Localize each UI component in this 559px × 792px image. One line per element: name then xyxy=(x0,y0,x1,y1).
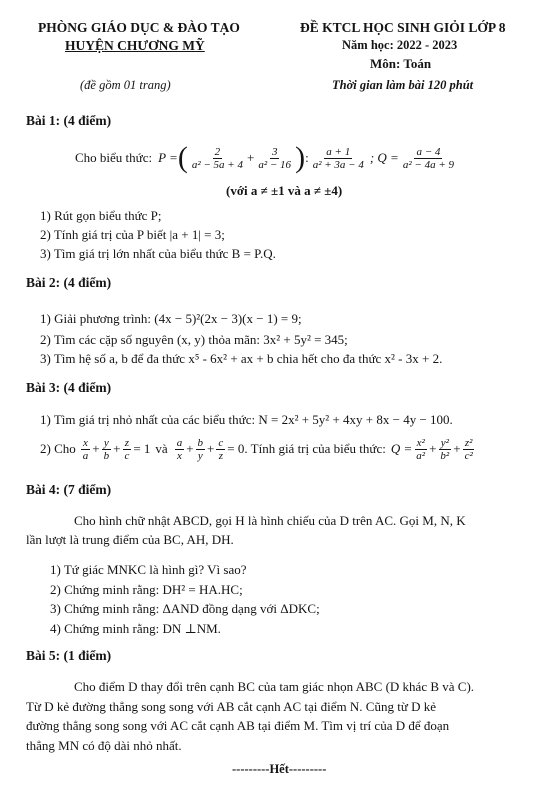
bai2-item-1: 1) Giải phương trình: (4x − 5)²(2x − 3)(x − 1) = 9; xyxy=(40,311,302,326)
bai3-item-2: 2) Cho $\frac{x}{a}$ + $\frac{y}{b}$ + $\frac{z}{c}$ = 1 và $\frac{a}{x}$ + $\frac{b}{y}$ + $\frac{c}{z}$ = 0 . Tính giá trị của biểu thức: Q = $\frac{\text{x²}}{\text{a²}}$ + $\frac{\text{y²}}{\text{b²}}$ + $\frac{\text{z²}}{\text{c²}}$ xyxy=(40,436,473,462)
bai1-condition: (với a ≠ ±1 và a ≠ ±4) xyxy=(226,183,343,198)
exam-time: Thời gian làm bài 120 phút xyxy=(332,78,474,92)
bai2-item-2: 2) Tìm các cặp số nguyên (x, y) thỏa mãn: 3x² + 5y² = 345; xyxy=(40,332,348,347)
end-marker: ---------Hết--------- xyxy=(232,762,327,776)
bai4-para-line2: lần lượt là trung điểm của BC, AH, DH. xyxy=(26,532,234,547)
subject: Môn: Toán xyxy=(370,56,432,71)
bai5-line3: đường thẳng song song với AC cắt cạnh AB tại điểm M. Tìm vị trí của D để đoạn xyxy=(26,718,450,733)
bai5-line2: Từ D kẻ đường thẳng song song với AB cắt cạnh AC tại điểm N. Cũng từ D kẻ xyxy=(26,699,437,714)
bai1-item-3: 3) Tìm giá trị lớn nhất của biểu thức B = P.Q. xyxy=(40,246,276,261)
close-paren: ) xyxy=(295,141,306,174)
bai4-para-line1: Cho hình chữ nhật ABCD, gọi H là hình chiếu của D trên AC. Gọi M, N, K xyxy=(74,513,466,528)
bai4-item-4: 4) Chứng minh rằng: DN ⊥NM. xyxy=(50,621,221,636)
bai5-title: Bài 5: (1 điểm) xyxy=(26,648,112,663)
fraction-2: $\frac{3}{\text{a² − 16}}$ xyxy=(258,145,292,171)
bai2-item-3: 3) Tìm hệ số a, b để đa thức x⁵ - 6x² + ax + b chia hết cho đa thức x² - 3x + 2. xyxy=(40,351,443,366)
bai3-title: Bài 3: (4 điểm) xyxy=(26,380,112,395)
bai5-line4: thẳng MN có độ dài nhỏ nhất. xyxy=(26,738,182,753)
bai2-title: Bài 2: (4 điểm) xyxy=(26,275,112,290)
department-line1: PHÒNG GIÁO DỤC & ĐÀO TẠO xyxy=(38,20,240,35)
bai1-intro: Cho biểu thức: xyxy=(75,150,153,165)
bai5-line1: Cho điểm D thay đổi trên cạnh BC của tam giác nhọn ABC (D khác B và C). xyxy=(74,679,475,694)
bai4-item-1: 1) Tứ giác MNKC là hình gì? Vì sao? xyxy=(50,562,247,577)
school-year: Năm học: 2022 - 2023 xyxy=(342,38,458,52)
fraction-1: $\frac{2}{\text{a² − 5a + 4}}$ xyxy=(191,145,243,171)
fraction-3: $\frac{a + 1}{\text{a² + 3a − 4}}$ xyxy=(312,145,364,171)
bai3-item-1: 1) Tìm giá trị nhỏ nhất của các biểu thức: N = 2x² + 5y² + 4xy + 8x − 4y − 100. xyxy=(40,412,453,427)
bai1-item-2: 2) Tính giá trị của P biết |a + 1| = 3; xyxy=(40,227,225,242)
bai1-title: Bài 1: (4 điểm) xyxy=(26,113,112,128)
bai4-title: Bài 4: (7 điểm) xyxy=(26,482,112,497)
q-lhs: ; Q = xyxy=(369,150,399,165)
department-line2: HUYỆN CHƯƠNG MỸ xyxy=(65,38,205,53)
bai4-item-2: 2) Chứng minh rằng: DH² = HA.HC; xyxy=(50,582,243,597)
bai1-expression: Cho biểu thức: P = ( $\frac{2}{\text{a² − 5a + 4}}$ + $\frac{3}{\text{a² − 16}}$ ) : $\frac{a + 1}{\text{a² + 3a − 4}}$ ; Q = $\frac{a - 4}{\text{a² − 4a + 9}}$ xyxy=(75,141,454,174)
bai4-item-3: 3) Chứng minh rằng: ΔAND đồng dạng với ΔDKC; xyxy=(50,601,320,616)
p-lhs: P = xyxy=(158,150,178,165)
pages-note: (đề gồm 01 trang) xyxy=(80,78,171,92)
fraction-4: $\frac{a - 4}{\text{a² − 4a + 9}}$ xyxy=(402,145,454,171)
exam-title: ĐỀ KTCL HỌC SINH GIỎI LỚP 8 xyxy=(300,20,506,35)
open-paren: ( xyxy=(177,141,188,174)
bai1-item-1: 1) Rút gọn biểu thức P; xyxy=(40,208,162,223)
